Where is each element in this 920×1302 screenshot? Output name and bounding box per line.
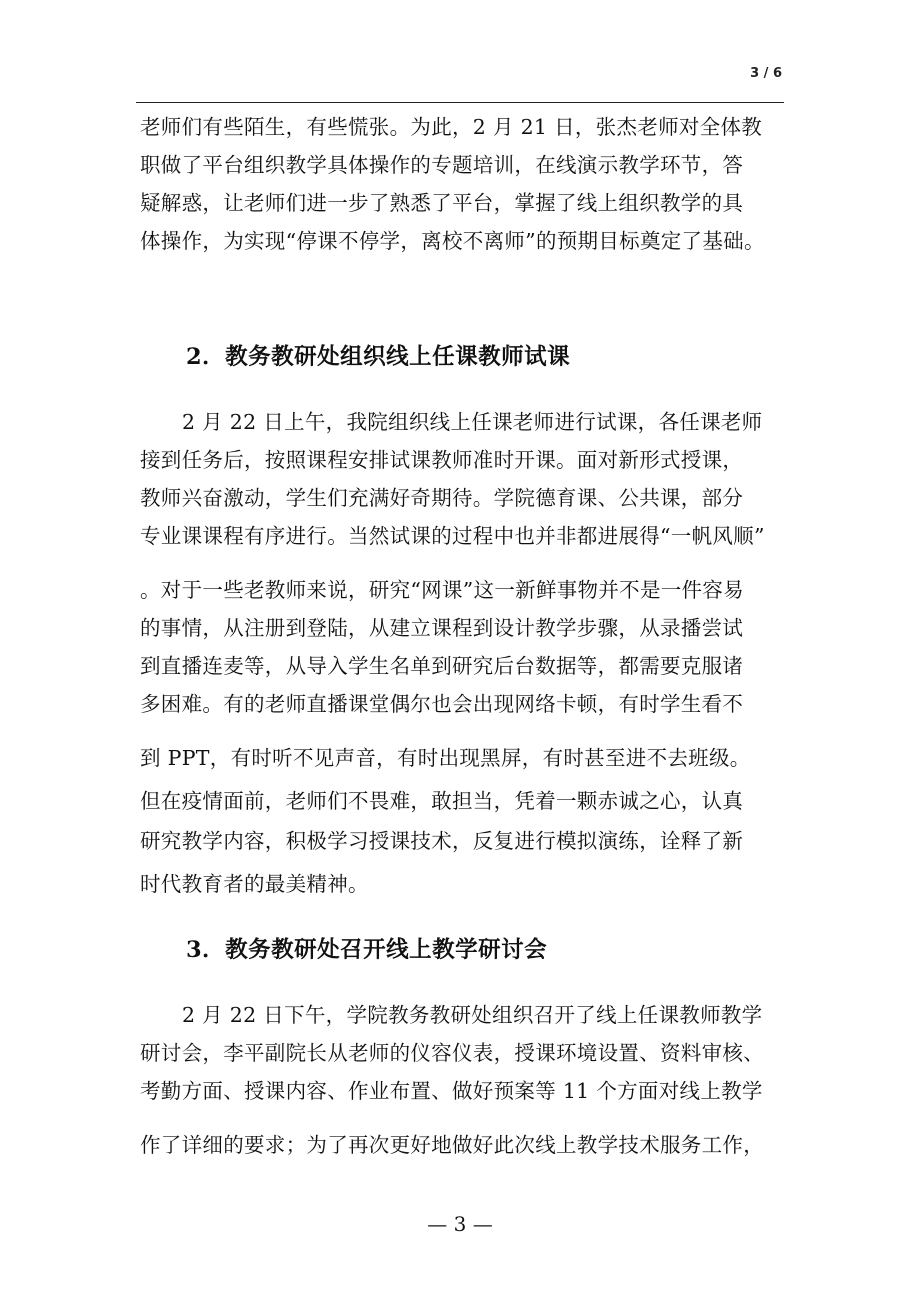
section-heading-3: 3．教务教研处召开线上教学研讨会 [186,937,548,963]
paragraph-line: 的事情，从注册到登陆，从建立课程到设计教学步骤，从录播尝试 [140,616,744,640]
paragraph-line: 到直播连麦等，从导入学生名单到研究后台数据等，都需要克服诸 [140,654,744,678]
paragraph-line: 疑解惑，让老师们进一步了熟悉了平台，掌握了线上组织教学的具 [140,191,744,215]
paragraph-line: 2 月 22 日上午，我院组织线上任课老师进行试课，各任课老师 [182,410,763,434]
paragraph-line: 接到任务后，按照课程安排试课教师准时开课。面对新形式授课， [140,448,744,472]
paragraph-line: 研讨会，李平副院长从老师的仪容仪表，授课环境设置、资料审核、 [140,1041,764,1065]
paragraph-line: 时代教育者的最美精神。 [140,872,369,896]
section-heading-2: 2．教务教研处组织线上任课教师试课 [186,344,571,370]
paragraph-line: 教师兴奋激动，学生们充满好奇期待。学院德育课、公共课，部分 [140,486,744,510]
paragraph-line: 多困难。有的老师直播课堂偶尔也会出现网络卡顿，有时学生看不 [140,692,744,716]
paragraph-line: 考勤方面、授课内容、作业布置、做好预案等 11 个方面对线上教学 [140,1079,763,1103]
paragraph-line: 老师们有些陌生，有些慌张。为此，2 月 21 日，张杰老师对全体教 [140,115,763,139]
footer-page-number: — 3 — [427,1212,493,1236]
paragraph-line: 研究教学内容，积极学习授课技术，反复进行模拟演练，诠释了新 [140,829,744,853]
paragraph-line: 到 PPT，有时听不见声音，有时出现黑屏，有时甚至进不去班级。 [140,746,751,770]
paragraph-line: 。对于一些老教师来说，研究“网课”这一新鲜事物并不是一件容易 [140,578,744,602]
header-divider [136,102,784,103]
paragraph-line: 职做了平台组织教学具体操作的专题培训，在线演示教学环节，答 [140,153,744,177]
page-counter: 3 / 6 [750,66,782,81]
paragraph-line: 2 月 22 日下午，学院教务教研处组织召开了线上任课教师教学 [182,1003,763,1027]
paragraph-line: 专业课课程有序进行。当然试课的过程中也并非都进展得“一帆风顺” [140,524,765,548]
paragraph-line: 但在疫情面前，老师们不畏难，敢担当，凭着一颗赤诚之心，认真 [140,789,744,813]
paragraph-line: 作了详细的要求；为了再次更好地做好此次线上教学技术服务工作， [140,1133,764,1157]
paragraph-line: 体操作，为实现“停课不停学，离校不离师”的预期目标奠定了基础。 [140,229,765,253]
